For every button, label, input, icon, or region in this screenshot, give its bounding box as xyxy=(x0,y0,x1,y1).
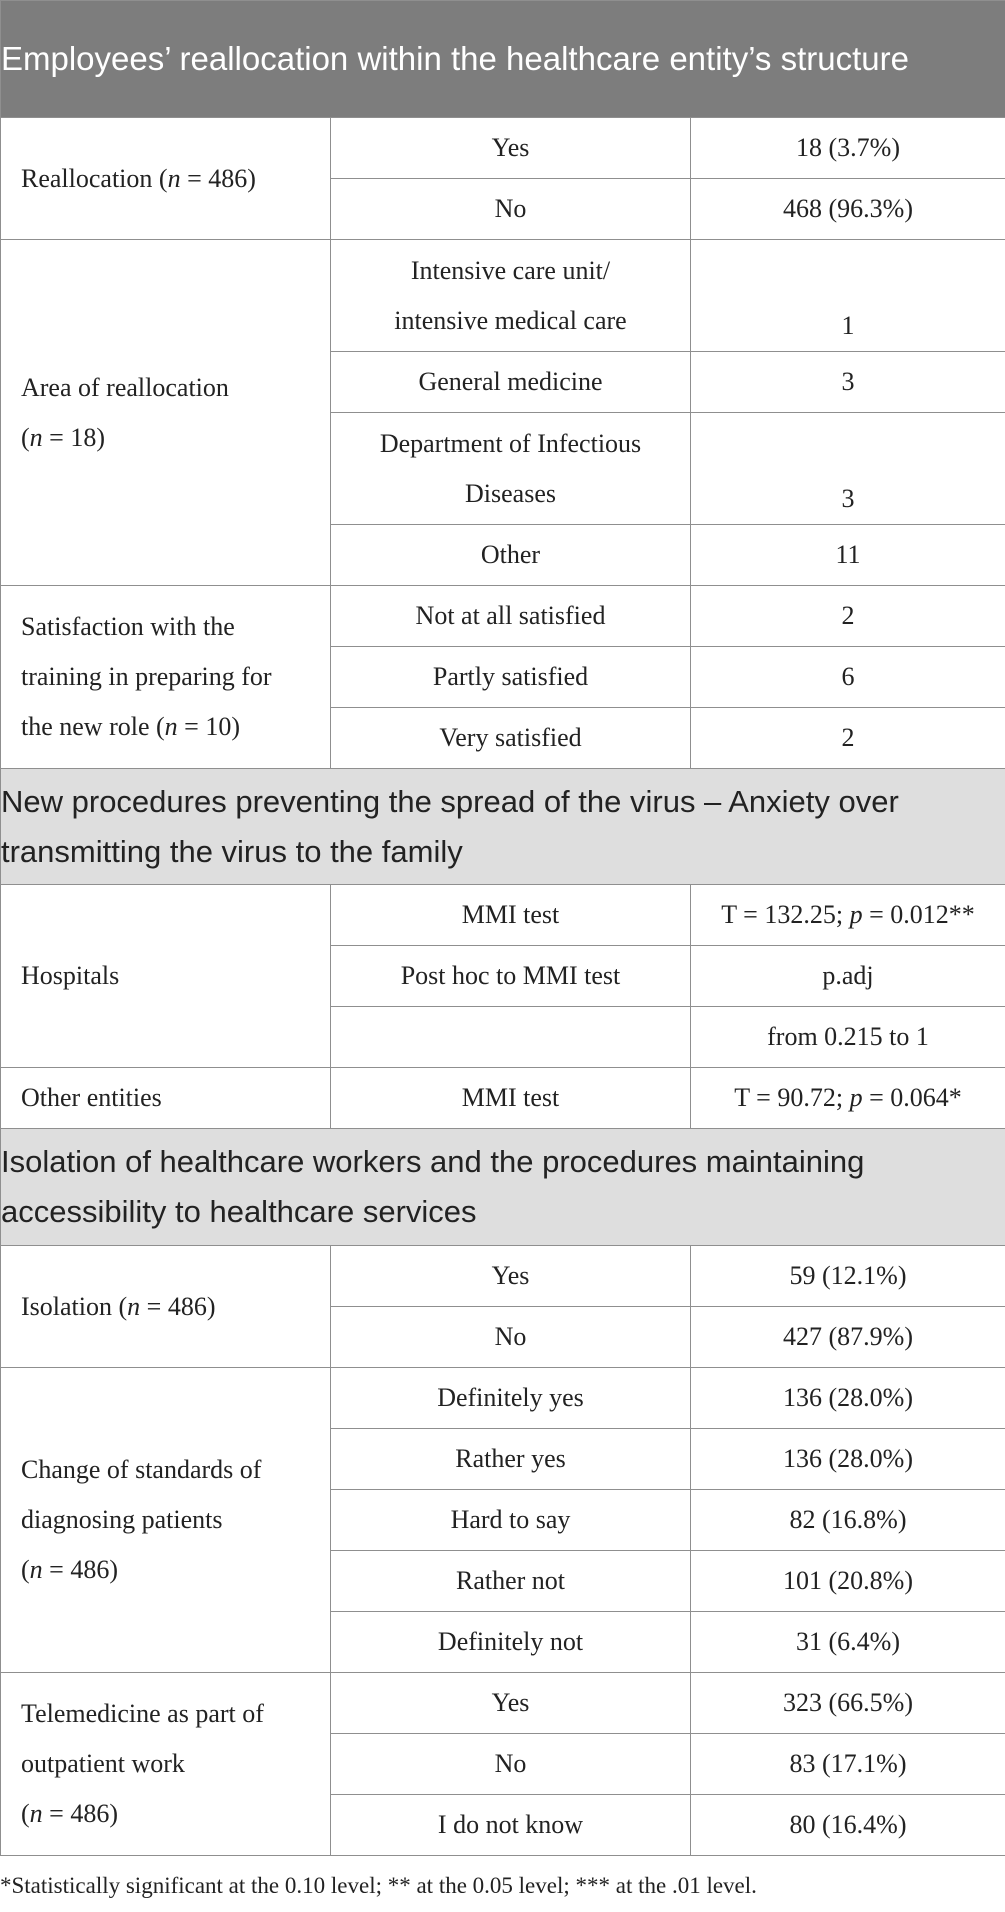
diagnosing-option: Rather yes xyxy=(331,1429,691,1490)
table-row xyxy=(1,1368,1005,1429)
satisfaction-option: Very satisfied xyxy=(331,708,691,769)
hospitals-label: Hospitals xyxy=(1,885,331,1068)
hospitals-value: from 0.215 to 1 xyxy=(691,1007,1005,1068)
area-option: Other xyxy=(331,525,691,586)
table-row xyxy=(1,118,1005,179)
diagnosing-option: Definitely not xyxy=(331,1612,691,1673)
area-value: 1 xyxy=(691,240,1005,352)
isolation-value: 59 (12.1%) xyxy=(691,1246,1005,1307)
isolation-option: Yes xyxy=(331,1246,691,1307)
other-entities-label: Other entities xyxy=(1,1068,331,1129)
hospitals-option: Post hoc to MMI test xyxy=(331,946,691,1007)
table-row xyxy=(1,240,1005,352)
telemedicine-value: 80 (16.4%) xyxy=(691,1795,1005,1856)
area-label: Area of reallocation (n = 18) xyxy=(1,240,331,586)
other-entities-value: T = 90.72; p = 0.064* xyxy=(691,1068,1005,1129)
reallocation-option: Yes xyxy=(331,118,691,179)
diagnosing-value: 82 (16.8%) xyxy=(691,1490,1005,1551)
other-entities-option: MMI test xyxy=(331,1068,691,1129)
diagnosing-value: 136 (28.0%) xyxy=(691,1368,1005,1429)
isolation-value: 427 (87.9%) xyxy=(691,1307,1005,1368)
hospitals-value: T = 132.25; p = 0.012** xyxy=(691,885,1005,946)
diagnosing-value: 31 (6.4%) xyxy=(691,1612,1005,1673)
isolation-label: Isolation (n = 486) xyxy=(1,1246,331,1368)
area-value: 3 xyxy=(691,413,1005,525)
telemedicine-value: 323 (66.5%) xyxy=(691,1673,1005,1734)
table-footnote: *Statistically significant at the 0.10 level; ** at the 0.05 level; *** at the .01 level. xyxy=(0,1873,757,1898)
diagnosing-option: Definitely yes xyxy=(331,1368,691,1429)
table-row xyxy=(1,1246,1005,1307)
hospitals-option: MMI test xyxy=(331,885,691,946)
satisfaction-option: Partly satisfied xyxy=(331,647,691,708)
area-value: 3 xyxy=(691,352,1005,413)
diagnosing-value: 101 (20.8%) xyxy=(691,1551,1005,1612)
telemedicine-option: I do not know xyxy=(331,1795,691,1856)
table-row xyxy=(1,885,1005,946)
telemedicine-option: Yes xyxy=(331,1673,691,1734)
area-option: Intensive care unit/ intensive medical care xyxy=(331,240,691,352)
reallocation-option: No xyxy=(331,179,691,240)
reallocation-label: Reallocation (n = 486) xyxy=(1,118,331,240)
section-heading-isolation: Isolation of healthcare workers and the procedures maintaining accessibility to healthcare services xyxy=(1,1129,1005,1246)
satisfaction-label: Satisfaction with the training in preparing for the new role (n = 10) xyxy=(1,586,331,769)
satisfaction-value: 2 xyxy=(691,586,1005,647)
telemedicine-label: Telemedicine as part of outpatient work (n = 486) xyxy=(1,1673,331,1856)
diagnosing-option: Hard to say xyxy=(331,1490,691,1551)
section-heading-anxiety: New procedures preventing the spread of the virus – Anxiety over transmitting the virus to the family xyxy=(1,769,1005,885)
satisfaction-value: 2 xyxy=(691,708,1005,769)
diagnosing-label: Change of standards of diagnosing patients (n = 486) xyxy=(1,1368,331,1673)
telemedicine-option: No xyxy=(331,1734,691,1795)
hospitals-value: p.adj xyxy=(691,946,1005,1007)
reallocation-value: 468 (96.3%) xyxy=(691,179,1005,240)
hospitals-option xyxy=(331,1007,691,1068)
satisfaction-value: 6 xyxy=(691,647,1005,708)
table-row xyxy=(1,1673,1005,1734)
table-row xyxy=(1,1068,1005,1129)
isolation-option: No xyxy=(331,1307,691,1368)
telemedicine-value: 83 (17.1%) xyxy=(691,1734,1005,1795)
area-option: General medicine xyxy=(331,352,691,413)
reallocation-value: 18 (3.7%) xyxy=(691,118,1005,179)
table-title: Employees’ reallocation within the healthcare entity’s structure xyxy=(1,1,1005,118)
diagnosing-value: 136 (28.0%) xyxy=(691,1429,1005,1490)
satisfaction-option: Not at all satisfied xyxy=(331,586,691,647)
area-value: 11 xyxy=(691,525,1005,586)
table-row xyxy=(1,586,1005,647)
area-option: Department of Infectious Diseases xyxy=(331,413,691,525)
diagnosing-option: Rather not xyxy=(331,1551,691,1612)
